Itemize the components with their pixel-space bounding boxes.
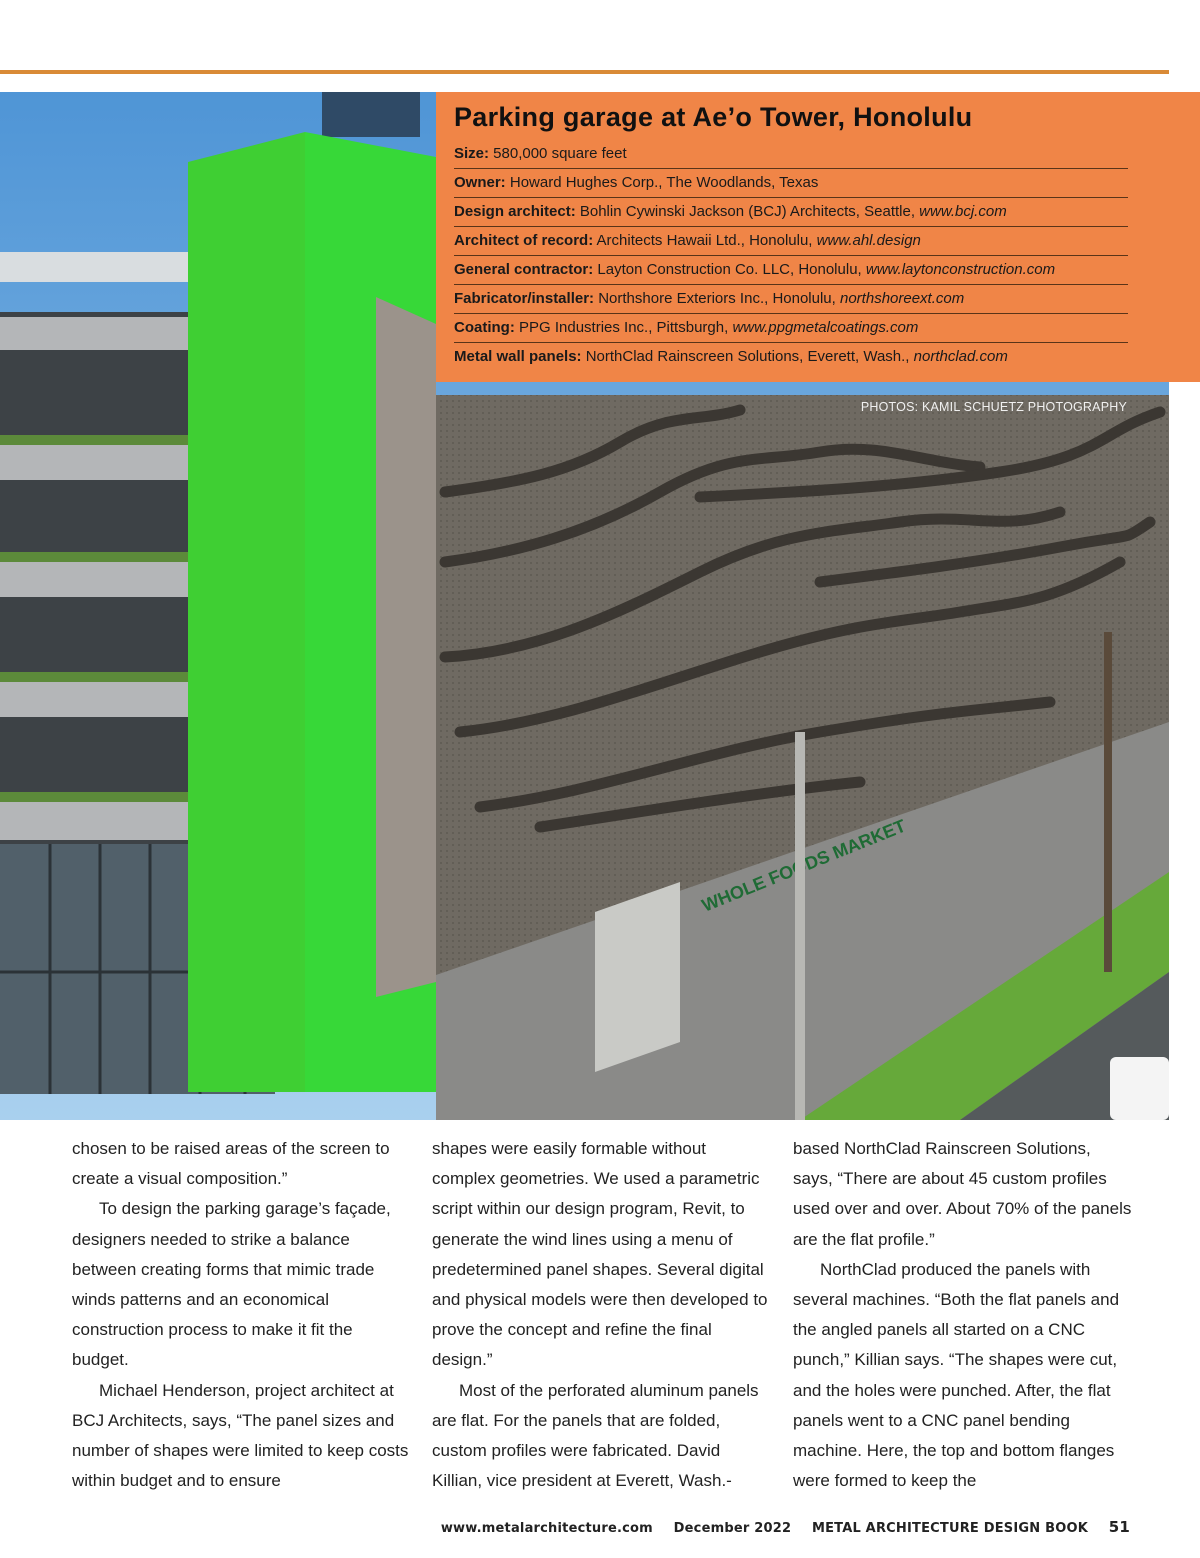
body-column-3: [793, 1134, 1133, 1496]
footer-publication: METAL ARCHITECTURE DESIGN BOOK: [811, 1521, 1088, 1536]
spec-row-coating: [454, 314, 1128, 343]
spec-link[interactable]: northclad.com: [913, 348, 1008, 365]
page-footer: [425, 1518, 1130, 1536]
spec-row-size: [454, 140, 1128, 169]
store-sign: WHOLE MARKET: [699, 815, 909, 916]
spec-label: Metal wall panels:: [454, 348, 582, 365]
body-column-1: [72, 1134, 412, 1496]
spec-value: 580,000 square feet: [489, 145, 627, 162]
paragraph: Most of the perforated aluminum panels are flat. For the panels that are folded, custom profiles were fabricated. David Killian, vice president at Everett, Wash.-: [432, 1380, 759, 1491]
paragraph: To design the parking garage’s façade, designers needed to strike a balance between creating forms that mimic trade winds patterns and an economical construction process to make it fit the budget.: [72, 1199, 391, 1370]
paragraph: based NorthClad Rainscreen Solutions, says, “There are about 45 custom profiles used over and over. About 70% of the panels are the flat profile.”: [793, 1139, 1132, 1249]
footer-url[interactable]: www.metalarchitecture.com: [440, 1521, 653, 1536]
spec-row-design-architect: [454, 198, 1128, 227]
paragraph: shapes were easily formable without complex geometries. We used a parametric script within our design program, Revit, to generate the wind lines using a menu of predetermined panel shapes. Several digital and physical models were then developed to prove the concept and refine the final design.”: [432, 1139, 768, 1370]
spec-value: Bohlin Cywinski Jackson (BCJ) Architects, Seattle,: [575, 203, 920, 220]
spec-label: Fabricator/installer:: [454, 290, 595, 307]
paragraph: Michael Henderson, project architect at BCJ Architects, says, “The panel sizes and number of shapes were limited to keep costs within budget and to ensure: [72, 1380, 409, 1491]
page-number: 51: [1108, 1518, 1130, 1536]
spec-label: Architect of record:: [454, 232, 594, 249]
spec-value: Howard Hughes Corp., The Woodlands, Texas: [505, 174, 819, 191]
footer-date: December 2022: [673, 1521, 792, 1536]
spec-row-architect-of-record: [454, 227, 1128, 256]
photo-credit: PHOTOS: KAMIL SCHUETZ PHOTOGRAPHY: [860, 400, 1127, 414]
spec-row-metal-wall-panels: [454, 343, 1128, 371]
spec-value: NorthClad Rainscreen Solutions, Everett, Wash.,: [581, 348, 914, 365]
paragraph: NorthClad produced the panels with several machines. “Both the flat panels and the angled panels all started on a CNC punch,” Killian says. “The shapes were cut, and the holes were punched. After, the flat panels went to a CNC panel bending machine. Here, the top and bottom flanges were formed to keep the: [793, 1259, 1120, 1491]
spec-label: Coating:: [454, 319, 515, 336]
spec-row-fabricator: [454, 285, 1128, 314]
spec-label: Owner:: [454, 174, 506, 191]
spec-link[interactable]: www.bcj.com: [919, 203, 1007, 220]
spec-link[interactable]: www.laytonconstruction.com: [865, 261, 1056, 278]
spec-link[interactable]: www.ahl.design: [816, 232, 921, 249]
spec-label: Design architect:: [454, 203, 576, 220]
body-column-2: [432, 1134, 772, 1496]
spec-row-general-contractor: [454, 256, 1128, 285]
top-rule: [0, 70, 1169, 74]
spec-value: Layton Construction Co. LLC, Honolulu,: [593, 261, 866, 278]
paragraph: chosen to be raised areas of the screen to create a visual composition.”: [72, 1139, 390, 1189]
spec-title: Parking garage at Ae’o Tower, Honolulu: [454, 102, 973, 132]
spec-label: Size:: [454, 145, 490, 162]
spec-value: PPG Industries Inc., Pittsburgh,: [514, 319, 733, 336]
spec-row-owner: [454, 169, 1128, 198]
spec-link[interactable]: www.ppgmetalcoatings.com: [732, 319, 919, 336]
spec-value: Northshore Exteriors Inc., Honolulu,: [594, 290, 840, 307]
spec-value: Architects Hawaii Ltd., Honolulu,: [593, 232, 817, 249]
project-spec-box: [436, 92, 1200, 382]
spec-link[interactable]: northshoreext.com: [840, 290, 965, 307]
spec-label: General contractor:: [454, 261, 594, 278]
